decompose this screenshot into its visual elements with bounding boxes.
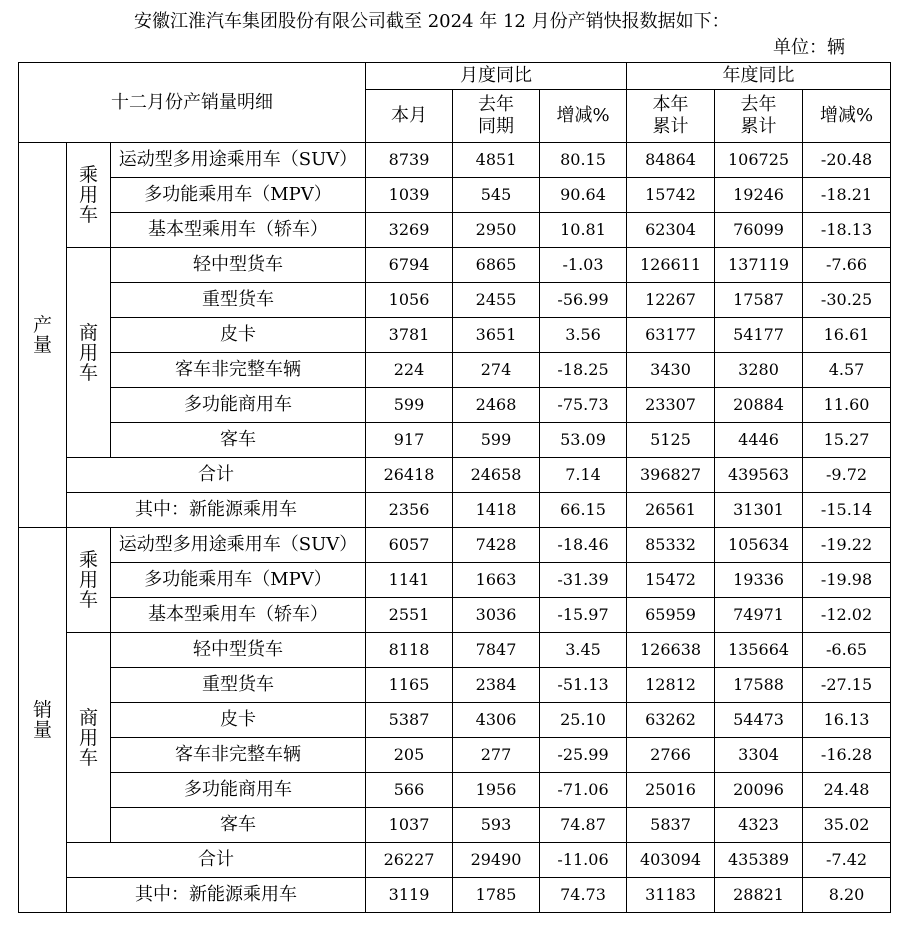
value-cell: 2455 bbox=[453, 283, 540, 318]
category-label-char: 乘 bbox=[78, 164, 98, 186]
value-cell: 25016 bbox=[627, 773, 715, 808]
value-cell: 4306 bbox=[453, 703, 540, 738]
value-cell: -12.02 bbox=[803, 598, 891, 633]
nev-row bbox=[19, 493, 891, 528]
value-cell: 599 bbox=[366, 388, 453, 423]
value-cell: 4323 bbox=[715, 808, 803, 843]
value-cell: 2468 bbox=[453, 388, 540, 423]
header-monthly-comparison: 月度同比 bbox=[366, 63, 627, 90]
column-header bbox=[453, 90, 540, 143]
value-cell: -6.65 bbox=[803, 633, 891, 668]
value-cell: -25.99 bbox=[540, 738, 627, 773]
header-yearly-comparison: 年度同比 bbox=[627, 63, 891, 90]
value-cell: 5837 bbox=[627, 808, 715, 843]
table-row bbox=[19, 668, 891, 703]
column-header-line: 去年 bbox=[478, 94, 515, 115]
value-cell: 65959 bbox=[627, 598, 715, 633]
value-cell: 3119 bbox=[366, 878, 453, 913]
value-cell: -15.14 bbox=[803, 493, 891, 528]
category-label-char: 车 bbox=[78, 361, 98, 384]
value-cell: 4851 bbox=[453, 143, 540, 178]
column-header-line: 增减% bbox=[556, 105, 610, 126]
column-header bbox=[803, 90, 891, 143]
category-label-char: 用 bbox=[78, 184, 98, 206]
value-cell: 435389 bbox=[715, 843, 803, 878]
column-header-line: 去年 bbox=[740, 94, 777, 115]
value-cell: -16.28 bbox=[803, 738, 891, 773]
item-name: 重型货车 bbox=[111, 668, 366, 703]
value-cell: 2950 bbox=[453, 213, 540, 248]
section-label bbox=[19, 528, 67, 913]
value-cell: 20096 bbox=[715, 773, 803, 808]
value-cell: 3651 bbox=[453, 318, 540, 353]
value-cell: 35.02 bbox=[803, 808, 891, 843]
value-cell: 593 bbox=[453, 808, 540, 843]
value-cell: 7428 bbox=[453, 528, 540, 563]
item-name: 客车非完整车辆 bbox=[111, 353, 366, 388]
column-header bbox=[540, 90, 627, 143]
value-cell: -15.97 bbox=[540, 598, 627, 633]
value-cell: 8118 bbox=[366, 633, 453, 668]
value-cell: 7847 bbox=[453, 633, 540, 668]
table-row bbox=[19, 248, 891, 283]
value-cell: 3430 bbox=[627, 353, 715, 388]
value-cell: 12812 bbox=[627, 668, 715, 703]
value-cell: 1956 bbox=[453, 773, 540, 808]
column-header bbox=[627, 90, 715, 143]
unit-label: 单位：辆 bbox=[773, 37, 845, 58]
value-cell: 106725 bbox=[715, 143, 803, 178]
item-name: 轻中型货车 bbox=[111, 248, 366, 283]
value-cell: 54473 bbox=[715, 703, 803, 738]
table-row bbox=[19, 773, 891, 808]
value-cell: -9.72 bbox=[803, 458, 891, 493]
value-cell: 3280 bbox=[715, 353, 803, 388]
table-row bbox=[19, 213, 891, 248]
value-cell: 1663 bbox=[453, 563, 540, 598]
value-cell: 4.57 bbox=[803, 353, 891, 388]
value-cell: 15472 bbox=[627, 563, 715, 598]
value-cell: 20884 bbox=[715, 388, 803, 423]
table-row bbox=[19, 143, 891, 178]
value-cell: 28821 bbox=[715, 878, 803, 913]
value-cell: 277 bbox=[453, 738, 540, 773]
value-cell: 11.60 bbox=[803, 388, 891, 423]
value-cell: 1165 bbox=[366, 668, 453, 703]
value-cell: 403094 bbox=[627, 843, 715, 878]
value-cell: 3036 bbox=[453, 598, 540, 633]
item-name: 皮卡 bbox=[111, 318, 366, 353]
value-cell: 16.61 bbox=[803, 318, 891, 353]
value-cell: 19246 bbox=[715, 178, 803, 213]
value-cell: 17587 bbox=[715, 283, 803, 318]
value-cell: 25.10 bbox=[540, 703, 627, 738]
value-cell: 24.48 bbox=[803, 773, 891, 808]
value-cell: 63177 bbox=[627, 318, 715, 353]
column-header-line: 本月 bbox=[391, 105, 428, 126]
value-cell: 26418 bbox=[366, 458, 453, 493]
section-label-char: 产 bbox=[32, 314, 52, 336]
value-cell: -31.39 bbox=[540, 563, 627, 598]
value-cell: -11.06 bbox=[540, 843, 627, 878]
value-cell: 7.14 bbox=[540, 458, 627, 493]
category-label-char: 用 bbox=[78, 726, 98, 749]
value-cell: 224 bbox=[366, 353, 453, 388]
value-cell: 15742 bbox=[627, 178, 715, 213]
table-row bbox=[19, 598, 891, 633]
nev-label: 其中：新能源乘用车 bbox=[67, 878, 366, 913]
value-cell: 90.64 bbox=[540, 178, 627, 213]
value-cell: -18.25 bbox=[540, 353, 627, 388]
value-cell: 274 bbox=[453, 353, 540, 388]
value-cell: 8739 bbox=[366, 143, 453, 178]
value-cell: 545 bbox=[453, 178, 540, 213]
value-cell: 15.27 bbox=[803, 423, 891, 458]
value-cell: 10.81 bbox=[540, 213, 627, 248]
value-cell: 31301 bbox=[715, 493, 803, 528]
value-cell: 2551 bbox=[366, 598, 453, 633]
value-cell: 16.13 bbox=[803, 703, 891, 738]
value-cell: -1.03 bbox=[540, 248, 627, 283]
value-cell: 3269 bbox=[366, 213, 453, 248]
value-cell: 3304 bbox=[715, 738, 803, 773]
table-row bbox=[19, 388, 891, 423]
total-label: 合计 bbox=[67, 458, 366, 493]
value-cell: -7.66 bbox=[803, 248, 891, 283]
item-name: 运动型多用途乘用车（SUV） bbox=[111, 528, 366, 563]
value-cell: 1785 bbox=[453, 878, 540, 913]
item-name: 运动型多用途乘用车（SUV） bbox=[111, 143, 366, 178]
value-cell: 6865 bbox=[453, 248, 540, 283]
nev-label: 其中：新能源乘用车 bbox=[67, 493, 366, 528]
value-cell: 24658 bbox=[453, 458, 540, 493]
table-row bbox=[19, 808, 891, 843]
value-cell: -56.99 bbox=[540, 283, 627, 318]
value-cell: 74.87 bbox=[540, 808, 627, 843]
value-cell: -18.46 bbox=[540, 528, 627, 563]
table-row bbox=[19, 423, 891, 458]
value-cell: 205 bbox=[366, 738, 453, 773]
value-cell: 85332 bbox=[627, 528, 715, 563]
section-label-char: 销 bbox=[32, 699, 52, 721]
value-cell: 126611 bbox=[627, 248, 715, 283]
total-row bbox=[19, 458, 891, 493]
value-cell: 126638 bbox=[627, 633, 715, 668]
value-cell: 80.15 bbox=[540, 143, 627, 178]
value-cell: 84864 bbox=[627, 143, 715, 178]
value-cell: 2384 bbox=[453, 668, 540, 703]
item-name: 基本型乘用车（轿车） bbox=[111, 213, 366, 248]
value-cell: 5387 bbox=[366, 703, 453, 738]
category-label-char: 车 bbox=[78, 746, 98, 769]
section-label-char: 量 bbox=[32, 719, 52, 741]
item-name: 重型货车 bbox=[111, 283, 366, 318]
value-cell: 17588 bbox=[715, 668, 803, 703]
value-cell: 599 bbox=[453, 423, 540, 458]
value-cell: 8.20 bbox=[803, 878, 891, 913]
total-label: 合计 bbox=[67, 843, 366, 878]
section-label bbox=[19, 143, 67, 528]
table-row bbox=[19, 178, 891, 213]
item-name: 客车非完整车辆 bbox=[111, 738, 366, 773]
value-cell: 74971 bbox=[715, 598, 803, 633]
value-cell: 74.73 bbox=[540, 878, 627, 913]
value-cell: -71.06 bbox=[540, 773, 627, 808]
item-name: 多功能商用车 bbox=[111, 388, 366, 423]
value-cell: 5125 bbox=[627, 423, 715, 458]
column-header bbox=[366, 90, 453, 143]
value-cell: 29490 bbox=[453, 843, 540, 878]
column-header-line: 同期 bbox=[478, 116, 515, 137]
item-name: 皮卡 bbox=[111, 703, 366, 738]
item-name: 多功能乘用车（MPV） bbox=[111, 178, 366, 213]
value-cell: -19.22 bbox=[803, 528, 891, 563]
value-cell: -51.13 bbox=[540, 668, 627, 703]
column-header-line: 累计 bbox=[652, 116, 689, 137]
value-cell: 105634 bbox=[715, 528, 803, 563]
value-cell: 66.15 bbox=[540, 493, 627, 528]
column-header bbox=[715, 90, 803, 143]
value-cell: 566 bbox=[366, 773, 453, 808]
category-label bbox=[67, 248, 111, 458]
item-name: 基本型乘用车（轿车） bbox=[111, 598, 366, 633]
production-sales-table bbox=[18, 62, 891, 913]
category-label-char: 用 bbox=[78, 341, 98, 364]
table-row bbox=[19, 633, 891, 668]
value-cell: 3.45 bbox=[540, 633, 627, 668]
value-cell: 1056 bbox=[366, 283, 453, 318]
value-cell: 63262 bbox=[627, 703, 715, 738]
value-cell: 6057 bbox=[366, 528, 453, 563]
value-cell: 3781 bbox=[366, 318, 453, 353]
value-cell: 31183 bbox=[627, 878, 715, 913]
table-row bbox=[19, 563, 891, 598]
value-cell: -27.15 bbox=[803, 668, 891, 703]
category-label bbox=[67, 633, 111, 843]
value-cell: 62304 bbox=[627, 213, 715, 248]
value-cell: 137119 bbox=[715, 248, 803, 283]
item-name: 客车 bbox=[111, 423, 366, 458]
value-cell: -18.21 bbox=[803, 178, 891, 213]
table-row bbox=[19, 318, 891, 353]
value-cell: 53.09 bbox=[540, 423, 627, 458]
value-cell: 6794 bbox=[366, 248, 453, 283]
value-cell: 1418 bbox=[453, 493, 540, 528]
value-cell: -20.48 bbox=[803, 143, 891, 178]
category-label bbox=[67, 528, 111, 633]
section-label-char: 量 bbox=[32, 334, 52, 356]
table-row bbox=[19, 738, 891, 773]
header-detail: 十二月份产销量明细 bbox=[19, 63, 366, 143]
column-header-line: 累计 bbox=[740, 116, 777, 137]
document-intro: 安徽江淮汽车集团股份有限公司截至 2024 年 12 月份产销快报数据如下： bbox=[134, 11, 730, 32]
value-cell: 76099 bbox=[715, 213, 803, 248]
value-cell: 2766 bbox=[627, 738, 715, 773]
value-cell: 23307 bbox=[627, 388, 715, 423]
value-cell: -30.25 bbox=[803, 283, 891, 318]
value-cell: 26561 bbox=[627, 493, 715, 528]
column-header-line: 增减% bbox=[819, 105, 874, 126]
category-label bbox=[67, 143, 111, 248]
table-row bbox=[19, 353, 891, 388]
value-cell: 917 bbox=[366, 423, 453, 458]
value-cell: 54177 bbox=[715, 318, 803, 353]
value-cell: 1037 bbox=[366, 808, 453, 843]
table-row bbox=[19, 283, 891, 318]
value-cell: 439563 bbox=[715, 458, 803, 493]
value-cell: 396827 bbox=[627, 458, 715, 493]
category-label-char: 商 bbox=[78, 706, 98, 729]
value-cell: 3.56 bbox=[540, 318, 627, 353]
value-cell: 12267 bbox=[627, 283, 715, 318]
total-row bbox=[19, 843, 891, 878]
value-cell: -75.73 bbox=[540, 388, 627, 423]
table-row bbox=[19, 528, 891, 563]
item-name: 客车 bbox=[111, 808, 366, 843]
value-cell: 1039 bbox=[366, 178, 453, 213]
value-cell: -7.42 bbox=[803, 843, 891, 878]
value-cell: 4446 bbox=[715, 423, 803, 458]
value-cell: -18.13 bbox=[803, 213, 891, 248]
value-cell: -19.98 bbox=[803, 563, 891, 598]
value-cell: 26227 bbox=[366, 843, 453, 878]
value-cell: 19336 bbox=[715, 563, 803, 598]
item-name: 多功能乘用车（MPV） bbox=[111, 563, 366, 598]
nev-row bbox=[19, 878, 891, 913]
table-row bbox=[19, 703, 891, 738]
category-label-char: 商 bbox=[78, 321, 98, 344]
item-name: 轻中型货车 bbox=[111, 633, 366, 668]
value-cell: 1141 bbox=[366, 563, 453, 598]
category-label-char: 乘 bbox=[78, 549, 98, 571]
category-label-char: 车 bbox=[78, 589, 98, 611]
column-header-line: 本年 bbox=[652, 94, 689, 115]
category-label-char: 用 bbox=[78, 569, 98, 591]
category-label-char: 车 bbox=[78, 204, 98, 226]
item-name: 多功能商用车 bbox=[111, 773, 366, 808]
value-cell: 2356 bbox=[366, 493, 453, 528]
value-cell: 135664 bbox=[715, 633, 803, 668]
